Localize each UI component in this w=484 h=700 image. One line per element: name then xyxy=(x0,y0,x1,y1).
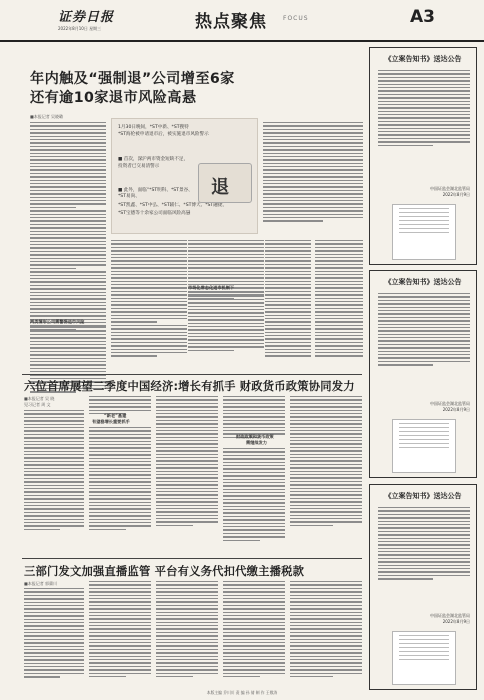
graphic-line5: ■ 此外，面临“*ST明科、*ST景谷、*ST易尚、 xyxy=(118,188,193,200)
graphic-line6: *ST凯鑫、*ST中弘、*ST辅仁、*ST博天、*ST融捷、 xyxy=(118,203,228,208)
notice2-body xyxy=(378,293,470,366)
article3-body-col1 xyxy=(24,588,84,678)
notice2-company: 中国证监会湖北监管局 xyxy=(430,401,470,406)
page-footer: 本版主编 乔川川 责 编 孙 倩 制 作 王敬涛 xyxy=(206,690,278,695)
article1-body-col2b xyxy=(111,240,187,357)
article1-headline-line2: 还有逾10家退市风险高悬 xyxy=(30,90,197,106)
article3-body-col4 xyxy=(223,581,285,677)
notice1-title: 《立案告知书》送达公告 xyxy=(384,55,462,63)
article3-byline: ■本报记者 郭冀川 xyxy=(24,581,58,586)
article2-subhead4: 需继续发力 xyxy=(246,440,267,445)
graphic-line4: 投资者已交易清警示 xyxy=(118,164,160,169)
delist-stamp-icon xyxy=(198,163,252,203)
article2-subhead2: 有望稳增长重要抓手 xyxy=(92,419,130,424)
article3-body-col5 xyxy=(290,581,362,677)
article2-body-col4b xyxy=(223,448,285,541)
article2-body-col5 xyxy=(290,396,362,526)
notice1-company: 中国证监会湖北监管局 xyxy=(430,186,470,191)
article1-subhead2: 市场化常态化退市机制下 xyxy=(188,285,235,290)
article3-body-col3 xyxy=(156,581,218,677)
article1-body-col3c xyxy=(188,292,264,351)
notice2-document-thumbnail xyxy=(392,419,456,473)
stamp-char: 退 xyxy=(211,177,229,198)
graphic-line3: ■ 首次，深沪两市资金短缺不足， xyxy=(118,157,189,162)
article2-body-col3 xyxy=(156,396,218,526)
notice-box-1 xyxy=(369,47,477,265)
article1-body-col1 xyxy=(30,122,106,330)
article3-headline: 三部门发文加强直播监管 平台有义务代扣代缴主播税款 xyxy=(24,565,305,578)
notice3-company: 中国证监会湖北监管局 xyxy=(430,613,470,618)
page-number: A3 xyxy=(410,7,435,27)
article2-headline: 六位首席展望二季度中国经济:增长有抓手 财政货币政策协同发力 xyxy=(24,380,355,393)
article2-byline1: ■本报记者 吴 晓 xyxy=(24,396,55,401)
notice1-document-thumbnail xyxy=(392,204,456,260)
article2-body-col2b xyxy=(89,427,151,530)
article3-body-col2 xyxy=(89,581,151,677)
article1-byline: ■本报记者 吴晓璐 xyxy=(30,114,64,119)
graphic-line7: *ST宝德等十余家公司面临风险高悬 xyxy=(118,211,191,216)
article1-body-col4 xyxy=(265,240,311,357)
notice2-date: 2022年8月9日 xyxy=(442,407,470,412)
article2-byline2: 见习记者 周 文 xyxy=(24,402,51,407)
article2-body-col1 xyxy=(24,410,84,530)
article2-body-col4a xyxy=(223,396,285,438)
article1-subhead1: 两类情形公司需警惕退市风险 xyxy=(30,319,85,324)
notice2-title: 《立案告知书》送达公告 xyxy=(384,278,462,286)
article2-subhead1: “新老”基建 xyxy=(104,413,127,418)
notice3-title: 《立案告知书》送达公告 xyxy=(384,492,462,500)
newspaper-logo: 证券日报 xyxy=(58,10,115,25)
divider-1 xyxy=(22,374,362,375)
notice3-date: 2022年8月9日 xyxy=(442,619,470,624)
notice-box-3 xyxy=(369,484,477,690)
notice3-document-thumbnail xyxy=(392,631,456,685)
notice1-body xyxy=(378,70,470,146)
delisting-infographic xyxy=(111,118,258,234)
article1-body-col5 xyxy=(315,240,363,357)
graphic-line2: *ST海伦被申请退市后，被实施退市风险警示 xyxy=(118,132,209,137)
article1-body-col6 xyxy=(263,122,363,222)
article2-body-col2a xyxy=(89,396,151,414)
divider-2 xyxy=(22,558,362,559)
section-title-en: FOCUS xyxy=(283,15,309,22)
section-title: 热点聚焦 xyxy=(195,12,267,32)
issue-date: 2022年8月10日 星期三 xyxy=(58,26,102,31)
article1-headline-line1: 年内触及“强制退”公司增至6家 xyxy=(30,71,235,87)
notice-box-2 xyxy=(369,270,477,478)
page-header xyxy=(0,0,484,42)
notice1-date: 2022年8月9日 xyxy=(442,192,470,197)
article2-subhead3: 财政政策和货币政策 xyxy=(236,434,274,439)
graphic-line1: 1月30日晚间，*ST中新、*ST搜特 xyxy=(118,125,189,130)
notice3-body xyxy=(378,507,470,580)
